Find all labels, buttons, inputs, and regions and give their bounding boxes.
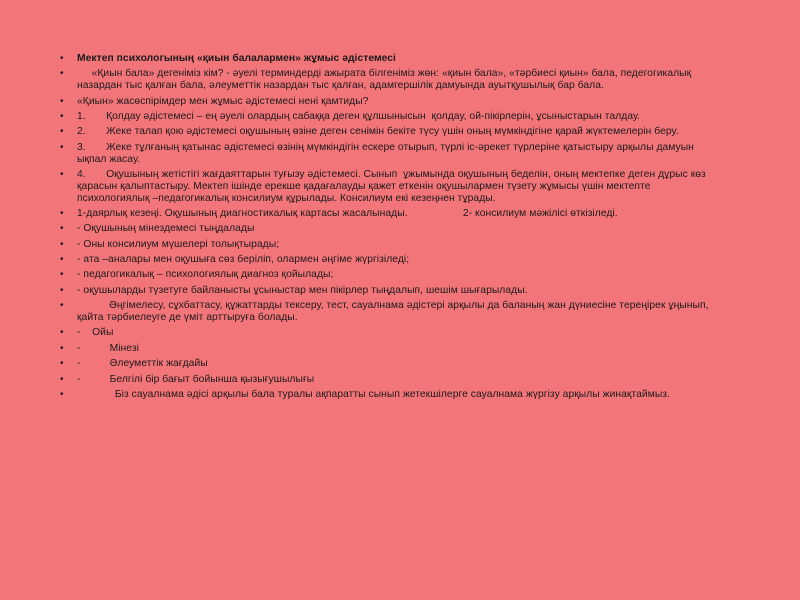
bullet-item bbox=[60, 239, 720, 251]
bullet-item bbox=[60, 208, 720, 220]
slide-title-text: Мектеп психологының «қиын балалармен» жұмыс әдістемесі bbox=[77, 53, 396, 64]
bullet-icon: • bbox=[60, 95, 64, 107]
bullet-text: 1. Қолдау әдістемесі – ең әуелі олардың сабаққа деген құлшынысын қолдау, ой-пікірлерін, ұсыныстарын талдау. bbox=[77, 110, 641, 122]
bullet-icon: • bbox=[60, 110, 64, 122]
bullet-text: - Оқушының мінездемесі тыңдалады bbox=[77, 223, 255, 235]
bullet-text: 1-даярлық кезеңі. Оқушының диагностикалық картасы жасалынады. 2- консилиум мәжілісі өткізіледі. bbox=[77, 207, 618, 219]
bullet-icon: • bbox=[60, 238, 64, 250]
bullet-icon: • bbox=[60, 126, 64, 138]
bullet-text: 2. Жеке талап қою әдістемесі оқушының өзіне деген сенімін бекіте түсу үшін оның мүмкіндігіне қарай жүктемелерін беру. bbox=[77, 126, 679, 138]
bullet-text: Әңгімелесу, сұхбаттасу, құжаттарды тексеру, тест, сауалнама әдістері арқылы да баланың жан дүниесіне тереңірек ұңынып, қайта тәрбиелеуге де үміт арттыруға болады. bbox=[77, 300, 712, 324]
bullet-text: - Белгілі бір бағыт бойынша қызығушылығы bbox=[77, 373, 315, 385]
bullet-icon: • bbox=[60, 223, 64, 235]
bullet-icon: • bbox=[60, 53, 64, 64]
bullet-item bbox=[60, 96, 720, 108]
bullet-icon: • bbox=[60, 327, 64, 339]
bullet-icon: • bbox=[60, 207, 64, 219]
bullet-icon: • bbox=[60, 141, 64, 153]
slide-content bbox=[60, 53, 720, 404]
bullet-text: «Қиын» жасөспірімдер мен жұмыс әдістемесі нені қамтиды? bbox=[77, 95, 369, 107]
bullet-item bbox=[60, 389, 720, 401]
slide-title bbox=[60, 53, 720, 65]
bullet-list bbox=[60, 53, 720, 401]
bullet-icon: • bbox=[60, 68, 64, 80]
bullet-icon: • bbox=[60, 284, 64, 296]
bullet-item bbox=[60, 142, 720, 166]
bullet-text: - Оны консилиум мүшелері толықтырады; bbox=[77, 238, 280, 250]
bullet-text: - Мінезі bbox=[77, 342, 139, 354]
bullet-text: - оқушыларды түзетуге байланысты ұсыныстар мен пікірлер тыңдалып, шешім шығарылады. bbox=[77, 284, 528, 296]
bullet-item bbox=[60, 223, 720, 235]
bullet-text: - ата –аналары мен оқушыға сөз беріліп, олармен әңгіме жүргізіледі; bbox=[77, 254, 410, 266]
bullet-item bbox=[60, 343, 720, 355]
bullet-item bbox=[60, 300, 720, 324]
bullet-text: 3. Жеке тұлғаның қатынас әдістемесі өзінің мүмкіндігін ескере отырып, түрлі іс-әрекет түрлеріне қатыстыру арқылы дамуын ықпал жасау. bbox=[77, 141, 697, 165]
bullet-text: Біз сауалнама әдісі арқылы бала туралы ақпаратты сынып жетекшілерге сауалнама жүргізу арқылы жинақтаймыз. bbox=[77, 389, 670, 401]
bullet-icon: • bbox=[60, 269, 64, 281]
bullet-icon: • bbox=[60, 358, 64, 370]
bullet-text: - Әлеуметтік жағдайы bbox=[77, 358, 208, 370]
bullet-icon: • bbox=[60, 373, 64, 385]
bullet-text: «Қиын бала» дегеніміз кім? - әуелі терминдерді ажырата білгеніміз жөн: «қиын бала», «тәрбиесі қиын» бала, педегогикалық назардан тыс қалған бала, әлеуметтік назардан тыс қалған, адамгершілік дамуында ауытқушылық бар бала. bbox=[77, 68, 695, 92]
bullet-icon: • bbox=[60, 342, 64, 354]
bullet-item bbox=[60, 374, 720, 386]
bullet-item bbox=[60, 111, 720, 123]
bullet-icon: • bbox=[60, 168, 64, 180]
bullet-icon: • bbox=[60, 300, 64, 312]
bullet-item bbox=[60, 169, 720, 204]
bullet-item bbox=[60, 358, 720, 370]
bullet-text: 4. Оқушының жетістігі жағдаяттарын туғызу әдістемесі. Сынып ұжымында оқушының беделін, оның мектепке деген дұрыс көз қарасын қалыптастыру. Мектеп ішінде ерекше қадағалауды қажет еткенін оқушылармен түзету жұмысы үшін мектепте психологиялық –педагогикалық консилиум құрылады. Консилиум екі кезеңнен тұрады. bbox=[77, 168, 709, 204]
bullet-icon: • bbox=[60, 389, 64, 401]
bullet-item bbox=[60, 254, 720, 266]
bullet-item bbox=[60, 126, 720, 138]
bullet-text: - педагогикалық – психологиялық диагноз қойылады; bbox=[77, 269, 334, 281]
bullet-item bbox=[60, 269, 720, 281]
bullet-icon: • bbox=[60, 254, 64, 266]
bullet-item bbox=[60, 68, 720, 92]
bullet-item bbox=[60, 327, 720, 339]
bullet-text: - Ойы bbox=[77, 327, 114, 339]
bullet-item bbox=[60, 285, 720, 297]
